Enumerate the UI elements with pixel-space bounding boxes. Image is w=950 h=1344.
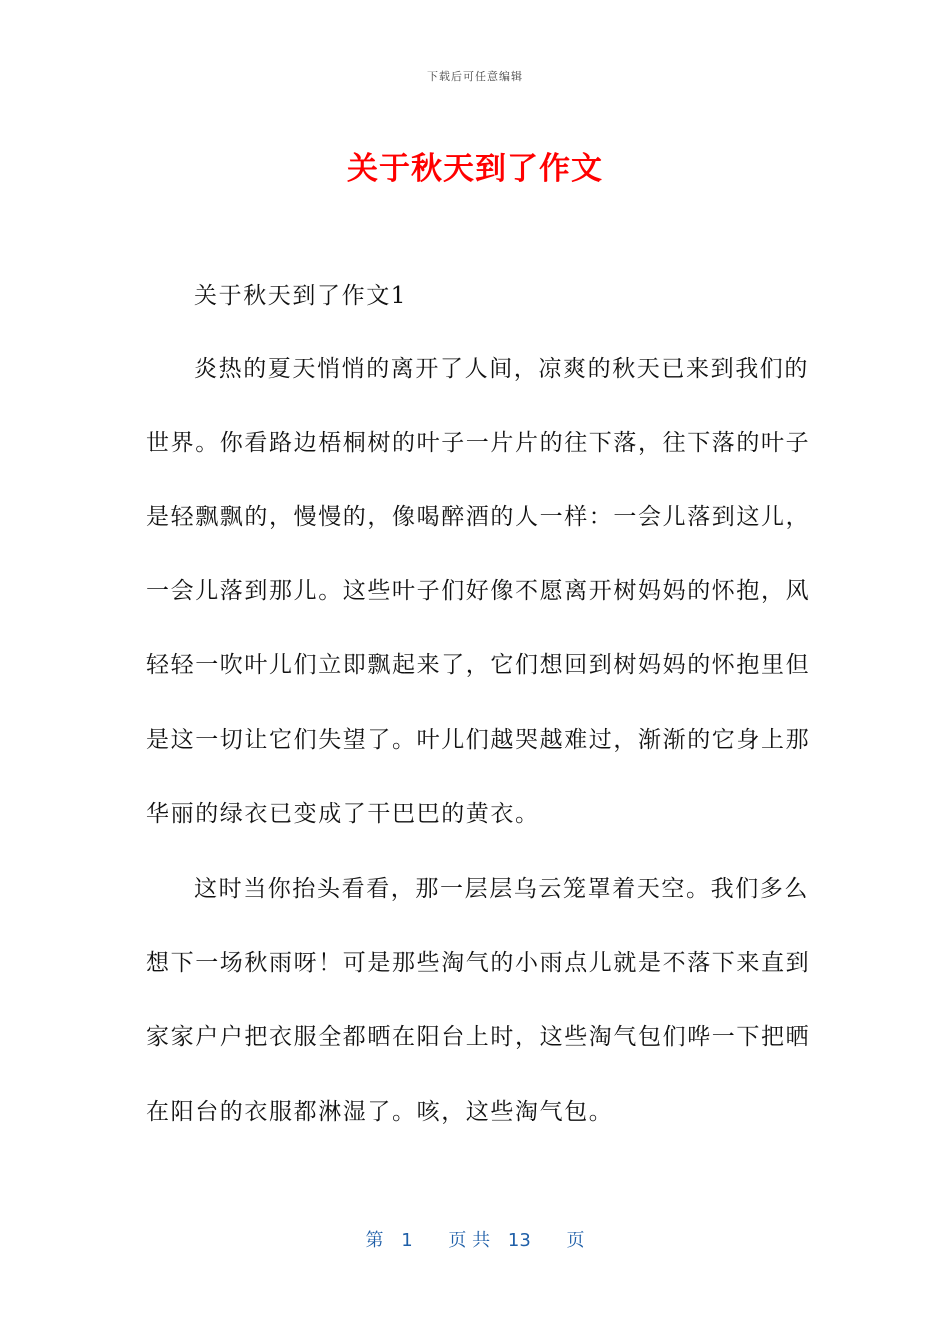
paragraph-line: 世界。你看路边梧桐树的叶子一片片的往下落，往下落的叶子 (146, 430, 811, 456)
paragraph-line: 炎热的夏天悄悄的离开了人间，凉爽的秋天已来到我们的 (194, 356, 809, 382)
section-heading: 关于秋天到了作文1 (194, 283, 408, 309)
paragraph-line: 在阳台的衣服都淋湿了。咳，这些淘气包。 (146, 1099, 614, 1125)
footer-current-page: 1 (401, 1230, 413, 1251)
footer-label-of: 页 共 (448, 1230, 491, 1251)
paragraph-line: 这时当你抬头看看，那一层层乌云笼罩着天空。我们多么 (194, 876, 809, 902)
footer-label-page: 第 (365, 1230, 384, 1251)
paragraph-line: 华丽的绿衣已变成了干巴巴的黄衣。 (146, 801, 540, 827)
paragraph-line: 家家户户把衣服全都晒在阳台上时，这些淘气包们哗一下把晒 (146, 1024, 811, 1050)
paragraph-line: 轻轻一吹叶儿们立即飘起来了，它们想回到树妈妈的怀抱里但 (146, 652, 811, 678)
header-note: 下载后可任意编辑 (427, 70, 523, 83)
footer-label-end: 页 (566, 1230, 585, 1251)
page-footer (0, 1226, 950, 1252)
paragraph-line: 是轻飘飘的，慢慢的，像喝醉酒的人一样：一会儿落到这儿， (146, 504, 811, 530)
paragraph-line: 是这一切让它们失望了。叶儿们越哭越难过，渐渐的它身上那 (146, 727, 811, 753)
paragraph-line: 一会儿落到那儿。这些叶子们好像不愿离开树妈妈的怀抱，风 (146, 578, 811, 604)
document-title: 关于秋天到了作文 (347, 151, 603, 187)
paragraph-line: 想下一场秋雨呀！可是那些淘气的小雨点儿就是不落下来直到 (146, 950, 811, 976)
footer-total-pages: 13 (507, 1230, 531, 1251)
